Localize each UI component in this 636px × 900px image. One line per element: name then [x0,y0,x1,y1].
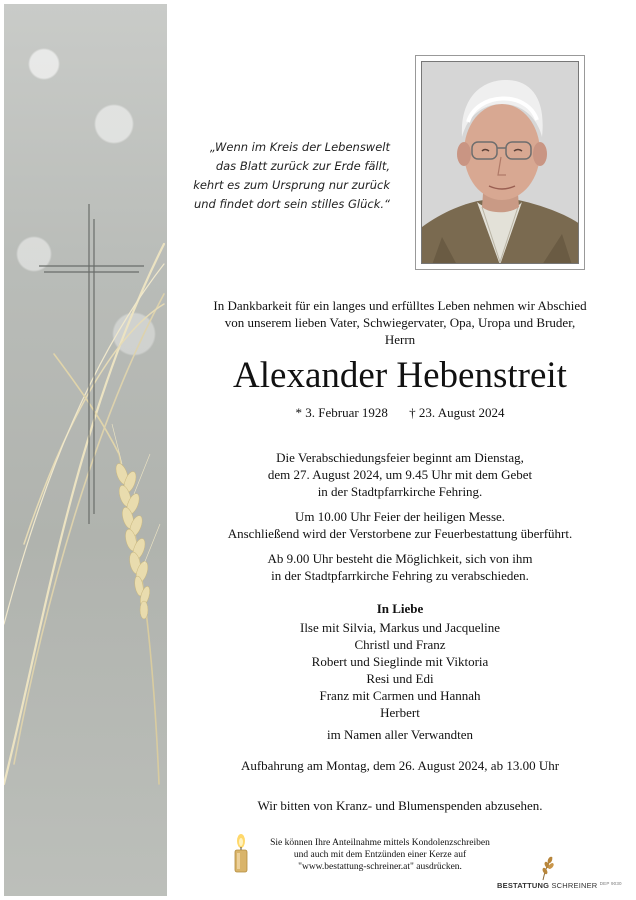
quote-line: kehrt es zum Ursprung nur zurück [193,178,390,192]
wheat-logo-icon [537,855,557,881]
mass-info [180,508,620,542]
family-member: Robert und Sieglinde mit Viktoria [311,654,489,669]
decorative-sidebar [4,4,167,896]
deceased-name: Alexander Hebenstreit [233,355,567,396]
death-date: † 23. August 2024 [409,405,505,420]
condolence-text [250,837,510,873]
mass-line: Um 10.00 Uhr Feier der heiligen Messe. [294,509,506,524]
ceremony-info [180,449,620,500]
family-member: Herbert [380,705,420,720]
logo-reg: DEP 9030 [599,881,622,886]
logo-brand-light: SCHREINER [551,881,598,890]
logo-brand-bold: BESTATTUNG [497,881,550,890]
farewell-info [180,550,620,584]
condolence-line: Sie können Ihre Anteilnahme mittels Kondolenzschreiben [270,838,490,848]
quote-line: „Wenn im Kreis der Lebenswelt [209,140,390,154]
memorial-quote [190,138,390,214]
family-member: Ilse mit Silvia, Markus und Jacqueline [299,620,501,635]
wheat-ear [114,462,152,619]
intro-text [180,297,620,348]
family-member: Franz mit Carmen und Hannah [319,688,481,703]
farewell-line: Ab 9.00 Uhr besteht die Möglichkeit, sich von ihm [267,551,533,566]
ceremony-line: Die Verabschiedungsfeier beginnt am Dienstag, [276,450,524,465]
family-heading: In Liebe [376,601,424,616]
family-closing: im Namen aller Verwandten [327,727,473,742]
condolence-line: und auch mit dem Entzünden einer Kerze auf [293,850,467,860]
quote-line: das Blatt zurück zur Erde fällt, [215,159,390,173]
mass-line: Anschließend wird der Verstorbene zur Feuerbestattung überführt. [227,526,573,541]
family-member: Christl und Franz [354,637,446,652]
family-signature [180,600,620,743]
ceremony-line: in der Stadtpfarrkirche Fehring. [317,484,483,499]
life-dates [180,405,620,421]
viewing-info: Aufbahrung am Montag, dem 26. August 2024, ab 13.00 Uhr [240,758,560,773]
intro-line: In Dankbarkeit für ein langes und erfülltes Leben nehmen wir Abschied [213,298,587,313]
condolence-line: "www.bestattung-schreiner.at" ausdrücken. [298,862,462,872]
flower-request: Wir bitten von Kranz- und Blumenspenden abzusehen. [257,798,543,813]
intro-line: Herrn [384,332,416,347]
farewell-line: in der Stadtpfarrkirche Fehring zu verabschieden. [271,568,529,583]
quote-line: und findet dort sein stilles Glück.“ [193,197,390,211]
ceremony-line: dem 27. August 2024, um 9.45 Uhr mit dem Gebet [267,467,533,482]
intro-line: von unserem lieben Vater, Schwiegervater, Opa, Uropa und Bruder, [224,315,576,330]
candle-icon [231,833,251,873]
portrait-photo [415,55,585,270]
funeral-home-logo [497,855,631,895]
birth-date: * 3. Februar 1928 [295,405,388,420]
family-member: Resi und Edi [366,671,434,686]
